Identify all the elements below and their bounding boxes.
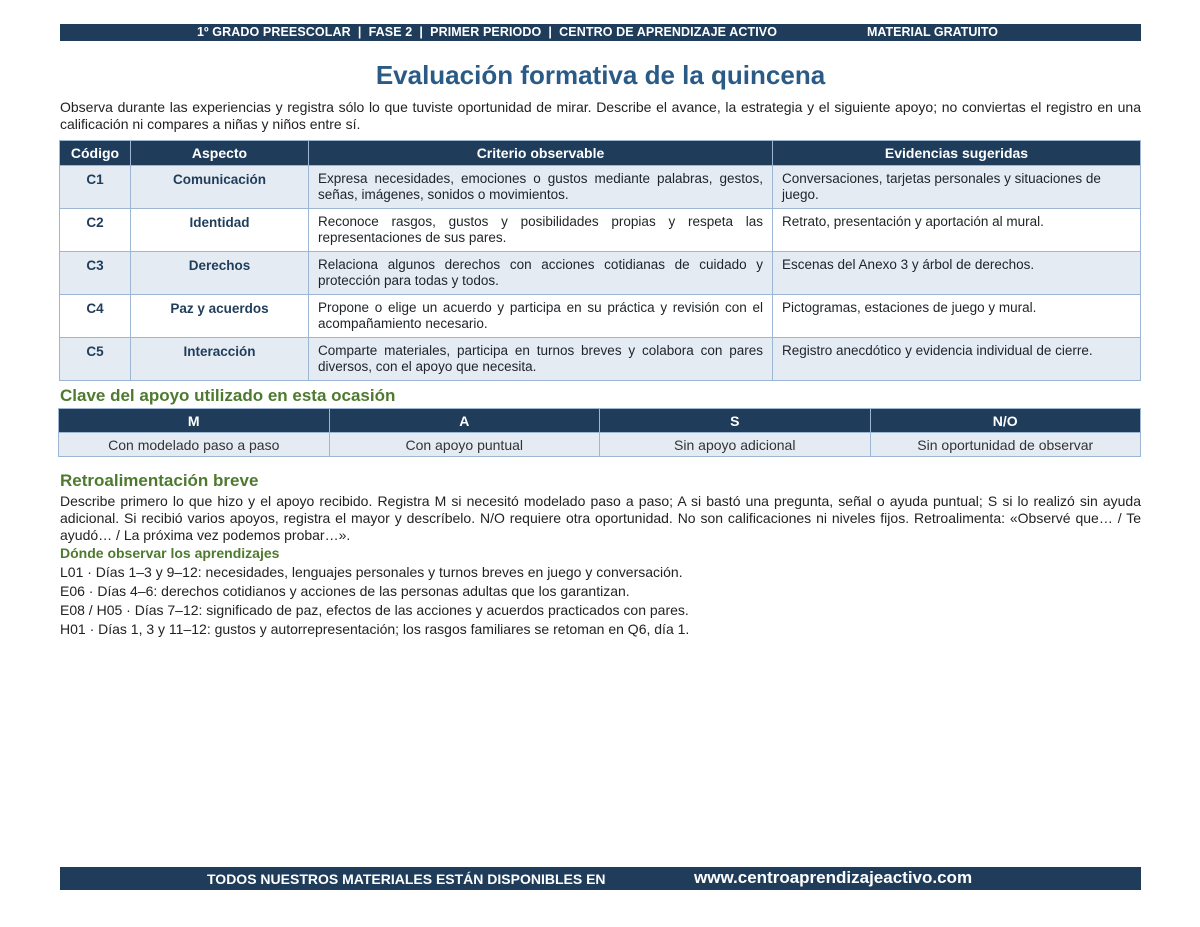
key-header-a: A: [329, 409, 600, 433]
table-row: [60, 252, 1141, 295]
cell-code: C3: [60, 252, 131, 295]
evaluation-table: [59, 140, 1141, 381]
cell-code: C5: [60, 338, 131, 381]
intro-paragraph: Observa durante las experiencias y registra sólo lo que tuviste oportunidad de mirar. Describe el avance, la estrategia y el siguiente apoyo; no conviertas el registro en una calificación ni compares a niñas y niños entre sí.: [60, 99, 1141, 132]
observe-item: H01 · Días 1, 3 y 11–12: gustos y autorrepresentación; los rasgos familiares se retoman en Q6, día 1.: [60, 621, 690, 637]
key-values-row: [59, 433, 1141, 457]
feedback-paragraph: Describe primero lo que hizo y el apoyo recibido. Registra M si necesitó modelado paso a paso; A si bastó una pregunta, señal o ayuda puntual; S si lo realizó sin ayuda adicional. Si recibió varios apoyos, registra el mayor y descríbelo. N/O requiere otra oportunidad. No son calificaciones ni niveles fijos. Retroalimenta: «Observé que… / Te ayudó… / La próxima vez podemos probar…».: [60, 493, 1141, 543]
header-bar: [60, 24, 1141, 41]
observe-item: L01 · Días 1–3 y 9–12: necesidades, lenguajes personales y turnos breves en juego y conversación.: [60, 564, 683, 580]
key-value-no: Sin oportunidad de observar: [870, 433, 1141, 457]
col-header-aspect: Aspecto: [131, 141, 309, 166]
key-value-m: Con modelado paso a paso: [59, 433, 330, 457]
cell-criterion: Relaciona algunos derechos con acciones cotidianas de cuidado y protección para todas y todos.: [309, 252, 773, 295]
cell-criterion: Comparte materiales, participa en turnos breves y colabora con pares diversos, con el apoyo que necesita.: [309, 338, 773, 381]
key-header-s: S: [600, 409, 871, 433]
cell-criterion: Propone o elige un acuerdo y participa en su práctica y revisión con el acompañamiento necesario.: [309, 295, 773, 338]
support-key-heading: Clave del apoyo utilizado en esta ocasión: [60, 386, 396, 405]
cell-evidence: Registro anecdótico y evidencia individual de cierre.: [773, 338, 1141, 381]
table-row: [60, 338, 1141, 381]
feedback-heading: Retroalimentación breve: [60, 471, 259, 490]
cell-evidence: Retrato, presentación y aportación al mural.: [773, 209, 1141, 252]
cell-code: C4: [60, 295, 131, 338]
footer-url-link[interactable]: www.centroaprendizajeactivo.com: [694, 868, 973, 887]
table-header-row: [60, 141, 1141, 166]
cell-aspect: Derechos: [131, 252, 309, 295]
header-info: 1º GRADO PREESCOLAR | FASE 2 | PRIMER PERIODO | CENTRO DE APRENDIZAJE ACTIVO: [197, 25, 778, 39]
observe-subheading: Dónde observar los aprendizajes: [60, 545, 280, 561]
key-value-s: Sin apoyo adicional: [600, 433, 871, 457]
table-row: [60, 295, 1141, 338]
cell-criterion: Reconoce rasgos, gustos y posibilidades propias y respeta las representaciones de sus pares.: [309, 209, 773, 252]
key-header-no: N/O: [870, 409, 1141, 433]
cell-code: C2: [60, 209, 131, 252]
col-header-code: Código: [60, 141, 131, 166]
cell-evidence: Escenas del Anexo 3 y árbol de derechos.: [773, 252, 1141, 295]
table-row: [60, 166, 1141, 209]
table-row: [60, 209, 1141, 252]
cell-aspect: Comunicación: [131, 166, 309, 209]
cell-evidence: Pictogramas, estaciones de juego y mural.: [773, 295, 1141, 338]
support-key-table: [58, 408, 1141, 457]
cell-aspect: Identidad: [131, 209, 309, 252]
cell-criterion: Expresa necesidades, emociones o gustos mediante palabras, gestos, señas, imágenes, sonidos o movimientos.: [309, 166, 773, 209]
footer-text: TODOS NUESTROS MATERIALES ESTÁN DISPONIBLES EN: [207, 871, 606, 887]
col-header-criterion: Criterio observable: [309, 141, 773, 166]
key-header-m: M: [59, 409, 330, 433]
cell-code: C1: [60, 166, 131, 209]
key-header-row: [59, 409, 1141, 433]
page-title: Evaluación formativa de la quincena: [375, 60, 826, 90]
col-header-evidence: Evidencias sugeridas: [773, 141, 1141, 166]
cell-aspect: Paz y acuerdos: [131, 295, 309, 338]
observe-item: E08 / H05 · Días 7–12: significado de paz, efectos de las acciones y acuerdos practicados con pares.: [60, 602, 689, 618]
observe-item: E06 · Días 4–6: derechos cotidianos y acciones de las personas adultas que los garantizan.: [60, 583, 630, 599]
header-free-material: MATERIAL GRATUITO: [867, 25, 999, 39]
cell-evidence: Conversaciones, tarjetas personales y situaciones de juego.: [773, 166, 1141, 209]
footer-bar: [60, 867, 1141, 890]
cell-aspect: Interacción: [131, 338, 309, 381]
key-value-a: Con apoyo puntual: [329, 433, 600, 457]
